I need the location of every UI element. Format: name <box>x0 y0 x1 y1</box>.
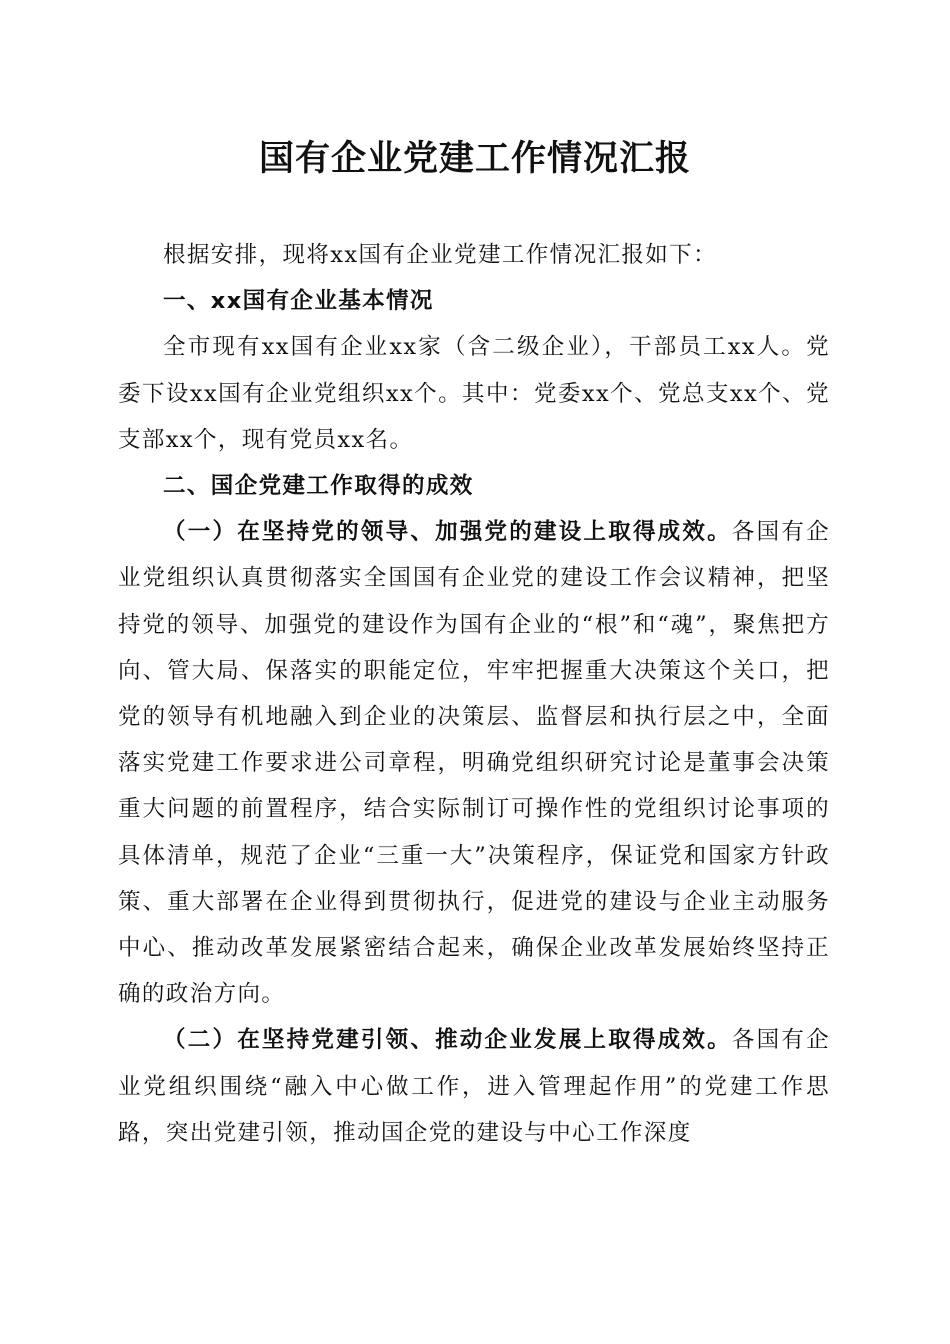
achievement-paragraph-2 <box>118 1017 830 1156</box>
achievement-paragraph-1 <box>118 509 830 1017</box>
section-heading-basic-info: 一、xx国有企业基本情况 <box>163 288 434 315</box>
achievement-2-lead: （二）在坚持党建引领、推动企业发展上取得成效。 <box>163 1027 732 1054</box>
section-heading-achievements: 二、国企党建工作取得的成效 <box>163 473 474 500</box>
document-title: 国有企业党建工作情况汇报 <box>258 138 691 179</box>
achievement-2-text: 各国有企业党组织围绕“融入中心做工作，进入管理起作用”的党建工作思路，突出党建引领，推动国企党的建设与中心工作深度 <box>118 1027 830 1146</box>
document-body <box>118 232 830 1156</box>
intro-paragraph: 根据安排，现将xx国有企业党建工作情况汇报如下： <box>163 242 717 268</box>
achievement-1-lead: （一）在坚持党的领导、加强党的建设上取得成效。 <box>163 519 732 546</box>
basic-info-paragraph: 全市现有xx国有企业xx家（含二级企业），干部员工xx人。党委下设xx国有企业党组织xx个。其中：党委xx个、党总支xx个、党支部xx个，现有党员xx名。 <box>118 334 830 453</box>
achievement-1-text: 各国有企业党组织认真贯彻落实全国国有企业党的建设工作会议精神，把坚持党的领导、加强党的建设作为国有企业的“根”和“魂”，聚焦把方向、管大局、保落实的职能定位，牢牢把握重大决策这个关口，把党的领导有机地融入到企业的决策层、监督层和执行层之中，全面落实党建工作要求进公司章程，明确党组织研究讨论是董事会决策重大问题的前置程序，结合实际制订可操作性的党组织讨论事项的具体清单，规范了企业“三重一大”决策程序，保证党和国家方针政策、重大部署在企业得到贯彻执行，促进党的建设与企业主动服务中心、推动改革发展紧密结合起来，确保企业改革发展始终坚持正确的政治方向。 <box>118 519 830 1008</box>
